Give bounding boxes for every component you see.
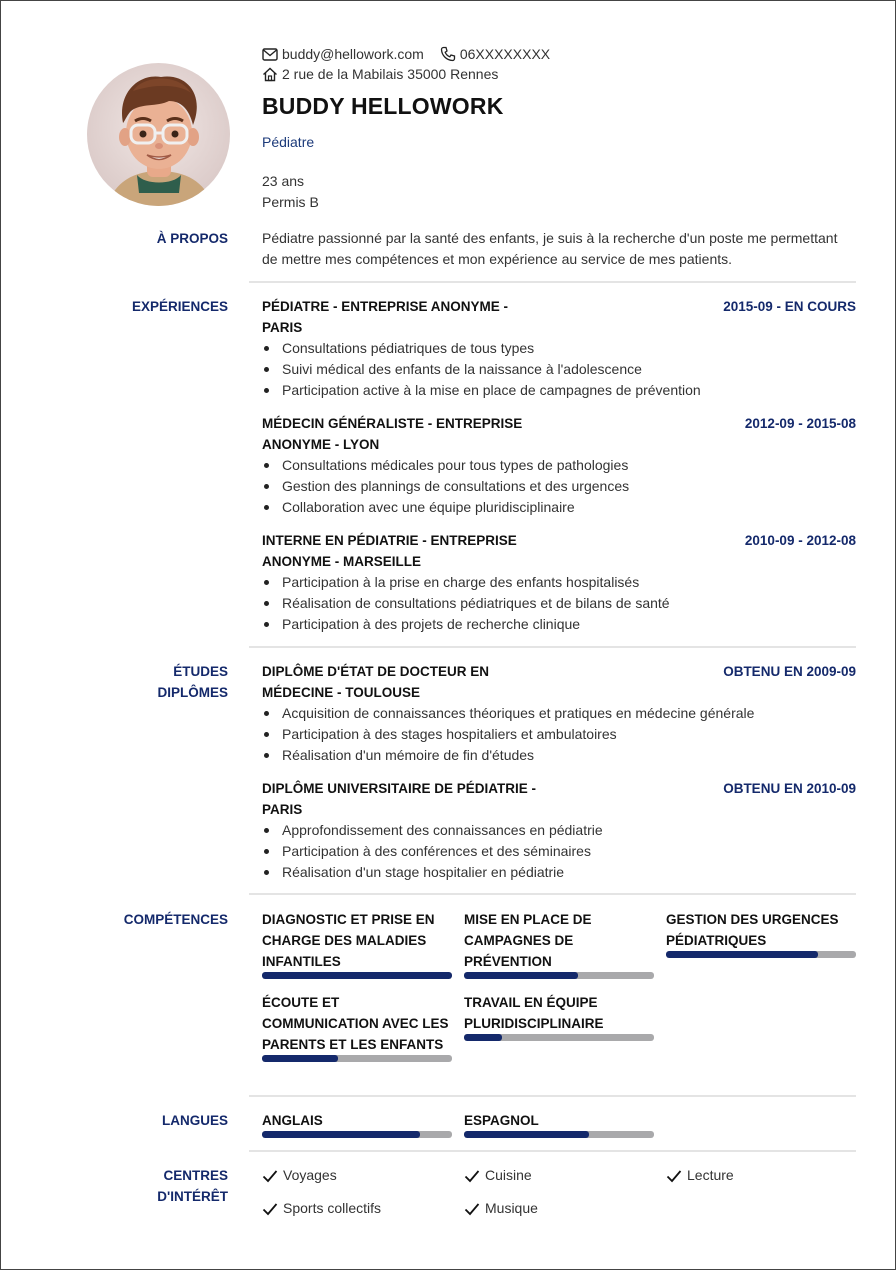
interest-item [464,1165,532,1186]
skill-item [262,909,452,979]
profile-photo [87,63,230,206]
section-title-line: ÉTUDES [173,664,228,679]
address-text: 2 rue de la Mabilais 35000 Rennes [282,66,499,82]
bullet-item: Consultations médicales pour tous types de pathologies [262,455,629,476]
skill-name: DIAGNOSTIC ET PRISE EN CHARGE DES MALADIES INFANTILES [262,912,435,969]
skill-name: ÉCOUTE ET COMMUNICATION AVEC LES PARENTS ET LES ENFANTS [262,995,449,1052]
email-text: buddy@hellowork.com [282,46,424,62]
separator [249,1095,856,1097]
entry-bullets [262,572,670,635]
skill-level-bar [464,1034,654,1041]
phone-text: 06XXXXXXXX [459,46,551,62]
interest-item [666,1165,734,1186]
entry-date: 2015-09 - EN COURS [723,299,856,314]
checkmark-icon [666,1169,682,1183]
entry-date: OBTENU EN 2009-09 [723,664,856,679]
section-title-skills: COMPÉTENCES [123,912,228,927]
entry-bullets [262,820,603,883]
avatar-illustration [87,63,230,206]
skill-item [262,992,452,1062]
bullet-item: Participation à des projets de recherche clinique [262,614,670,635]
job-title: Pédiatre [262,134,315,150]
interest-item [262,1198,381,1219]
interest-label: Voyages [283,1167,337,1183]
skill-item [666,909,856,958]
checkmark-icon [262,1169,278,1183]
language-level-bar [262,1131,452,1138]
section-title-about: À PROPOS [156,231,228,246]
phone-item[interactable] [440,44,550,64]
skill-level-fill [464,972,578,979]
age: 23 ans [262,173,305,189]
candidate-name: BUDDY HELLOWORK [262,93,504,119]
bullet-item: Approfondissement des connaissances en pédiatrie [262,820,603,841]
language-item [464,1110,654,1138]
section-title-line: CENTRES [163,1168,228,1183]
skill-name: TRAVAIL EN ÉQUIPE PLURIDISCIPLINAIRE [464,995,604,1031]
interest-item [262,1165,337,1186]
skill-name: GESTION DES URGENCES PÉDIATRIQUES [666,912,839,948]
entry-title: INTERNE EN PÉDIATRIE - ENTREPRISE ANONYME - MARSEILLE [262,533,517,569]
skill-name: MISE EN PLACE DE CAMPAGNES DE PRÉVENTION [464,912,592,969]
interest-label: Lecture [687,1167,734,1183]
skill-item [464,909,654,979]
language-item [262,1110,452,1138]
entry-bullets [262,338,701,401]
skill-level-fill [464,1034,502,1041]
skill-level-bar [464,972,654,979]
email-item[interactable] [262,44,424,64]
skill-level-bar [666,951,856,958]
skill-item [464,992,654,1041]
bullet-item: Gestion des plannings de consultations et des urgences [262,476,629,497]
section-title-line: D'INTÉRÊT [157,1189,228,1204]
checkmark-icon [464,1202,480,1216]
entry-date: OBTENU EN 2010-09 [723,781,856,796]
entry-date: 2010-09 - 2012-08 [744,533,856,548]
skill-level-bar [262,972,452,979]
separator [249,1150,856,1152]
checkmark-icon [464,1169,480,1183]
section-title-experiences: EXPÉRIENCES [131,299,228,314]
bullet-item: Participation à des conférences et des séminaires [262,841,603,862]
language-level-bar [464,1131,654,1138]
separator [249,646,856,648]
bullet-item: Participation active à la mise en place de campagnes de prévention [262,380,701,401]
separator [249,281,856,283]
entry-title: MÉDECIN GÉNÉRALISTE - ENTREPRISE ANONYME - LYON [262,416,523,452]
bullet-item: Participation à la prise en charge des enfants hospitalisés [262,572,670,593]
house-icon [262,67,278,82]
interest-label: Musique [485,1200,538,1216]
entry-bullets [262,703,754,766]
entry-bullets [262,455,629,518]
skill-level-fill [262,972,452,979]
entry-title: DIPLÔME D'ÉTAT DE DOCTEUR EN MÉDECINE - TOULOUSE [262,664,489,700]
bullet-item: Réalisation d'un stage hospitalier en pédiatrie [262,862,603,883]
phone-icon [440,46,456,62]
section-title-interests [157,1165,228,1207]
section-title-line: DIPLÔMES [157,685,228,700]
address-item [262,64,498,84]
interest-label: Cuisine [485,1167,532,1183]
about-text: Pédiatre passionné par la santé des enfants, je suis à la recherche d'un poste me permettant de mettre mes compétences et mon expérience au service de mes patients. [262,230,838,267]
language-name: ESPAGNOL [464,1113,539,1128]
separator [249,893,856,895]
language-name: ANGLAIS [262,1113,323,1128]
bullet-item: Acquisition de connaissances théoriques et pratiques en médecine générale [262,703,754,724]
entry-date: 2012-09 - 2015-08 [744,416,856,431]
entry-title: PÉDIATRE - ENTREPRISE ANONYME - PARIS [262,299,509,335]
section-title-languages: LANGUES [161,1113,228,1128]
section-title-studies [157,661,228,703]
skill-level-fill [262,1055,338,1062]
bullet-item: Participation à des stages hospitaliers et ambulatoires [262,724,754,745]
bullet-item: Suivi médical des enfants de la naissance à l'adolescence [262,359,701,380]
language-level-fill [464,1131,589,1138]
bullet-item: Réalisation de consultations pédiatriques et de bilans de santé [262,593,670,614]
skill-level-bar [262,1055,452,1062]
driving-license: Permis B [262,194,319,210]
interest-label: Sports collectifs [283,1200,382,1216]
bullet-item: Collaboration avec une équipe pluridisciplinaire [262,497,629,518]
checkmark-icon [262,1202,278,1216]
interest-item [464,1198,538,1219]
skill-level-fill [666,951,818,958]
bullet-item: Consultations pédiatriques de tous types [262,338,701,359]
contact-info [262,44,566,84]
language-level-fill [262,1131,420,1138]
personal-details [262,171,319,213]
entry-title: DIPLÔME UNIVERSITAIRE DE PÉDIATRIE - PARIS [262,781,537,817]
bullet-item: Réalisation d'un mémoire de fin d'études [262,745,754,766]
envelope-icon [262,48,278,61]
